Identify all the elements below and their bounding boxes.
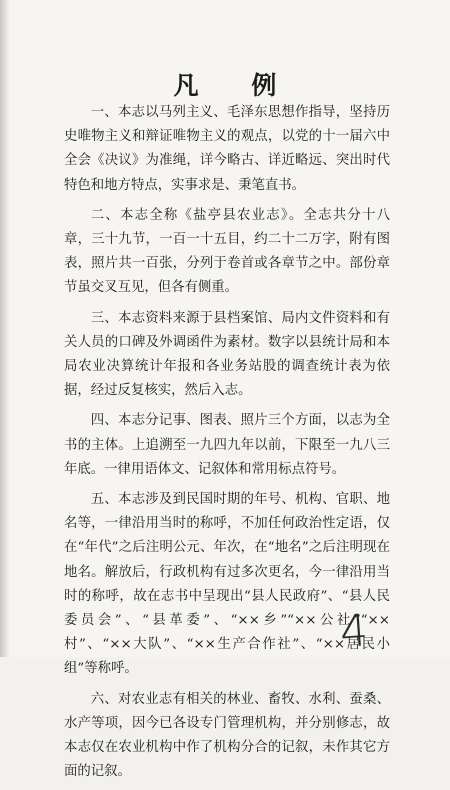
paragraph-6: 六、对农业志有相关的林业、畜牧、水利、蚕桑、水产等项，因今已各设专门管理机构，并分别修志，故本志仅在农业机构中作了机构分合的记叙，未作其它方面的记叙。 [64, 691, 390, 780]
paragraph-2: 二、本志全称《盐亭县农业志》。全志共分十八章，三十九节，一百一十五目，约二十二万字，附有图表，照片共一百张，分列于卷首或各章节之中。部份章节虽交叉互见，但各有侧重。 [64, 207, 390, 296]
paragraph-4: 四、本志分记事、图表、照片三个方面，以志为全书的主体。上追溯至一九四九年以前，下限至一九八三年底。一律用语体文、记叙体和常用标点符号。 [64, 413, 390, 477]
document-body [64, 101, 390, 790]
page-title: 凡 例 [173, 71, 299, 100]
paragraph-1: 一、本志以马列主义、毛泽东思想作指导，坚持历史唯物主义和辩证唯物主义的观点，以党的十一届六中全会《决议》为准绳，详今略古、详近略远、突出时代特色和地方特点，实事求是、秉笔直书。 [64, 105, 390, 193]
paragraph-3: 三、本志资料来源于县档案馆、局内文件资料和有关人员的口碑及外调函件为素材。数字以县统计局和本局农业决算统计年报和各业务站股的调查统计表为依据，经过反复核实，然后入志。 [64, 310, 390, 399]
paragraph-5: 五、本志涉及到民国时期的年号、机构、官职、地名等，一律沿用当时的称呼，不加任何政治性定语，仅在“年代”之后注明公元、年次，在“地名”之后注明现在地名。解放后，行政机构有过多次更名，今一律沿用当时的称呼，故在志书中呈现出“县人民政府”、“县人民委员会”、“县革委”、“××乡”“××公社”“××村”、“××大队”、“××生产合作社”、“××居民小组”等称呼。 [64, 492, 390, 677]
handwritten-page-number: 4 [338, 605, 370, 658]
